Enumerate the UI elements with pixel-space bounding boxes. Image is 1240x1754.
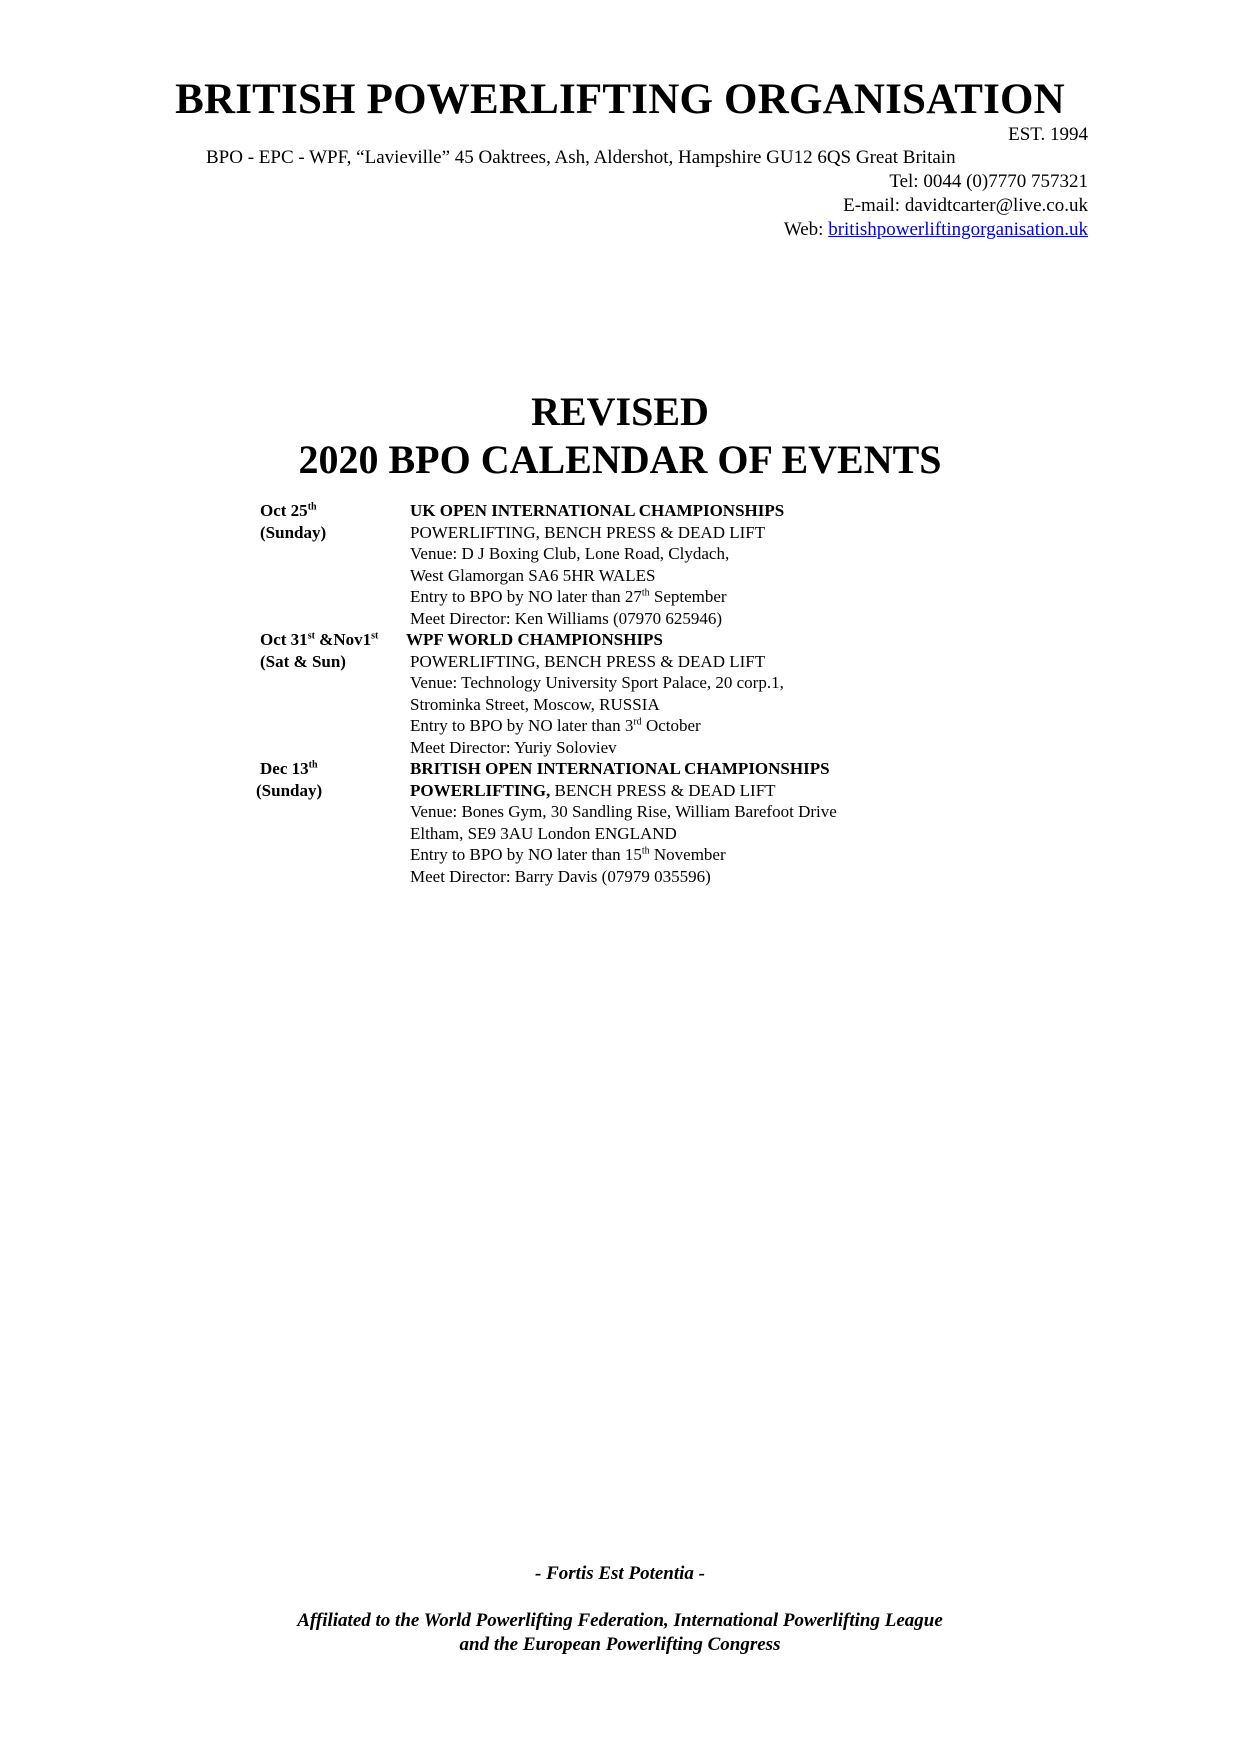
event-venue-line2: Eltham, SE9 3AU London ENGLAND <box>410 823 677 843</box>
event-uk-open <box>260 500 980 629</box>
event-meet-director: Meet Director: Ken Williams (07970 625946) <box>410 608 723 628</box>
event-name: WPF WORLD CHAMPIONSHIPS <box>406 630 663 649</box>
event-meet-director: Meet Director: Barry Davis (07979 035596) <box>410 866 711 886</box>
event-date <box>256 758 410 887</box>
event-disciplines: POWERLIFTING, BENCH PRESS & DEAD LIFT <box>410 522 766 542</box>
event-wpf-world <box>260 629 980 758</box>
event-entry-deadline: Entry to BPO by NO later than 27th September <box>410 587 727 606</box>
event-entry-deadline: Entry to BPO by NO later than 15th November <box>410 845 726 864</box>
event-date-text: Oct 25th <box>260 501 317 520</box>
event-name: UK OPEN INTERNATIONAL CHAMPIONSHIPS <box>410 501 785 520</box>
event-details <box>410 500 980 629</box>
event-day: (Sunday) <box>256 780 323 800</box>
event-venue-line2: West Glamorgan SA6 5HR WALES <box>410 565 656 585</box>
event-venue-line1: Venue: D J Boxing Club, Lone Road, Clydach, <box>410 544 730 563</box>
footer-motto: - Fortis Est Potentia - <box>535 1563 705 1584</box>
footer-affiliation-line1: Affiliated to the World Powerlifting Federation, International Powerlifting League <box>297 1610 943 1631</box>
website-label: Web: <box>783 219 829 240</box>
event-details <box>406 629 980 758</box>
established-year: EST. 1994 <box>1008 124 1088 145</box>
event-venue-line2: Strominka Street, Moscow, RUSSIA <box>410 694 660 714</box>
event-entry-deadline: Entry to BPO by NO later than 3rd October <box>410 716 701 735</box>
organisation-title: BRITISH POWERLIFTING ORGANISATION <box>175 76 1065 123</box>
event-date <box>260 629 410 758</box>
website-link[interactable]: britishpowerliftingorganisation.uk <box>828 219 1088 240</box>
organisation-address: BPO - EPC - WPF, “Lavieville” 45 Oaktrees, Ash, Aldershot, Hampshire GU12 6QS Great Britain <box>206 147 956 168</box>
event-date-text: Oct 31st &Nov1st <box>260 630 379 649</box>
document-title-calendar: 2020 BPO CALENDAR OF EVENTS <box>298 437 942 482</box>
event-venue-line1: Venue: Technology University Sport Palace, 20 corp.1, <box>410 673 784 692</box>
footer-affiliation-line2: and the European Powerlifting Congress <box>459 1634 781 1655</box>
email-address: E-mail: davidtcarter@live.co.uk <box>843 195 1088 216</box>
event-day: (Sat & Sun) <box>260 651 346 671</box>
telephone-number: Tel: 0044 (0)7770 757321 <box>889 171 1088 192</box>
events-list <box>256 500 980 887</box>
event-disciplines: POWERLIFTING, BENCH PRESS & DEAD LIFT <box>410 651 766 671</box>
event-details <box>410 758 980 887</box>
event-name: BRITISH OPEN INTERNATIONAL CHAMPIONSHIPS <box>410 759 830 778</box>
document-title-revised: REVISED <box>531 389 709 434</box>
event-day: (Sunday) <box>260 522 327 542</box>
event-meet-director: Meet Director: Yuriy Soloviev <box>410 737 617 757</box>
event-disciplines: POWERLIFTING, BENCH PRESS & DEAD LIFT <box>410 780 776 800</box>
event-british-open <box>256 758 980 887</box>
website-line <box>784 218 1088 242</box>
event-date-text: Dec 13th <box>260 759 318 778</box>
event-date <box>260 500 410 629</box>
event-venue-line1: Venue: Bones Gym, 30 Sandling Rise, William Barefoot Drive <box>410 802 837 821</box>
